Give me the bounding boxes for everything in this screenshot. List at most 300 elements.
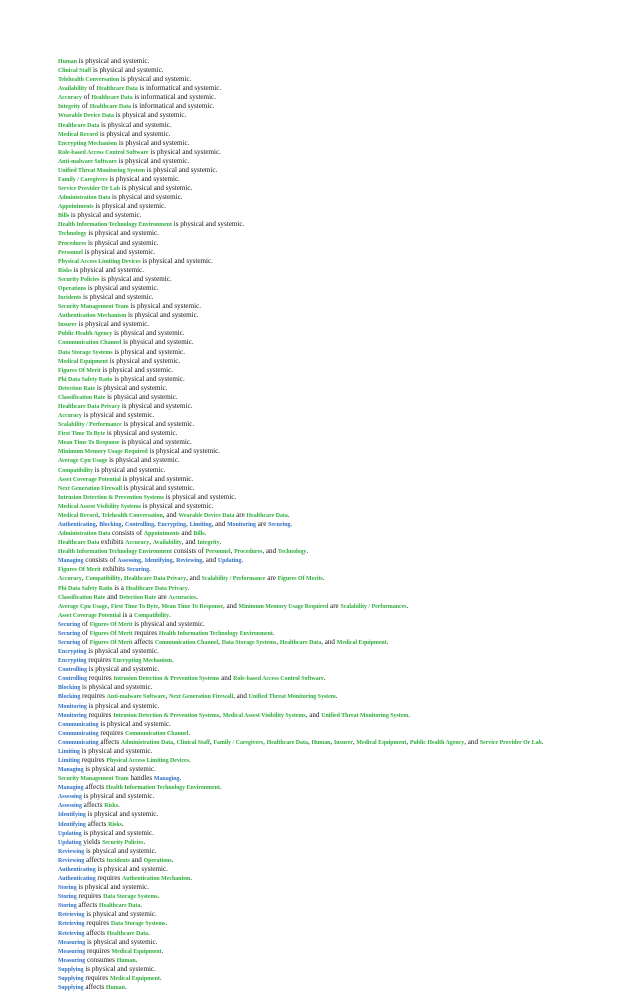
- opl-sentence: [58, 665, 578, 674]
- sentence-text: affects: [84, 928, 107, 937]
- sentence-text: requires: [84, 919, 111, 928]
- process-term: Controlling: [58, 667, 88, 674]
- object-term: Authentication Mechanism: [58, 313, 127, 320]
- object-term: Detection Rate: [58, 385, 96, 392]
- sentence-text: is physical and systemic.: [76, 320, 150, 329]
- opl-sentence: [58, 75, 578, 84]
- object-term: Security Management Team: [58, 776, 129, 783]
- object-term: Figures Of Merit: [89, 630, 133, 637]
- object-term: Physical Access Limiting Devices: [58, 258, 141, 265]
- object-term: Wearable Device Data: [58, 113, 114, 120]
- object-term: Classification Rate: [58, 594, 106, 601]
- sentence-text: is physical and systemic.: [107, 356, 181, 365]
- sentence-text: is physical and systemic.: [132, 619, 205, 628]
- opl-sentence: [58, 248, 578, 257]
- sentence-text: is physical and systemic.: [95, 864, 168, 873]
- opl-sentence: [58, 229, 578, 238]
- opl-sentence: [58, 629, 578, 638]
- opl-sentence: [58, 720, 578, 729]
- sentence-text: is physical and systemic.: [71, 265, 145, 274]
- sentence-text: is physical and systemic.: [77, 57, 150, 65]
- sentence-text: is physical and systemic.: [99, 274, 172, 283]
- sentence-text: are: [255, 519, 269, 528]
- object-term: Intrusion Detection & Prevention Systems: [113, 676, 220, 683]
- sentence-text: .: [148, 928, 150, 937]
- object-term: Asset Coverage Potential: [58, 612, 121, 619]
- sentence-text: ,: [352, 737, 357, 746]
- object-term: Wearable Device Data: [178, 512, 235, 519]
- opl-sentence: [58, 302, 578, 311]
- object-term: Average Cpu Usage: [58, 603, 108, 610]
- object-term: Family / Caregivers: [213, 739, 264, 746]
- opl-sentence: [58, 901, 578, 910]
- opl-sentence: [58, 593, 578, 602]
- sentence-text: is physical and systemic.: [110, 193, 183, 202]
- object-term: Medical Record: [58, 512, 99, 519]
- opl-sentence: [58, 956, 578, 965]
- opl-sentence: [58, 947, 578, 956]
- opl-sentence: [58, 329, 578, 338]
- object-term: Data Storage Systems: [103, 894, 158, 901]
- sentence-text: of: [80, 628, 90, 637]
- sentence-text: .: [157, 892, 160, 901]
- sentence-text: .: [187, 583, 190, 592]
- sentence-text: is physical and systemic.: [86, 701, 160, 710]
- sentence-text: requires: [86, 656, 113, 665]
- sentence-text: is physical and systemic.: [112, 347, 185, 356]
- object-term: Medical Equipment: [356, 739, 407, 746]
- object-term: Availability: [58, 86, 88, 93]
- opl-sentence: [58, 865, 578, 874]
- opl-sentence: [58, 838, 578, 847]
- opl-sentence: [58, 57, 578, 66]
- sentence-text: .: [165, 919, 168, 928]
- object-term: Accuracies: [168, 594, 196, 601]
- opl-document: [58, 57, 578, 992]
- opl-sentence: [58, 783, 578, 792]
- sentence-text: exhibits: [99, 538, 126, 547]
- sentence-text: of: [87, 84, 97, 93]
- opl-sentence: [58, 84, 578, 93]
- process-term: Blocking: [58, 685, 81, 692]
- sentence-text: is a: [120, 610, 135, 619]
- opl-sentence: [58, 202, 578, 211]
- object-term: Figures Of Merit: [89, 621, 133, 628]
- opl-sentence: [58, 919, 578, 928]
- opl-sentence: [58, 856, 578, 865]
- sentence-text: is physical and systemic.: [128, 302, 201, 311]
- process-term: Encrypting: [58, 649, 87, 656]
- opl-sentence: [58, 293, 578, 302]
- object-term: Human: [311, 739, 331, 746]
- sentence-text: , and: [186, 574, 202, 583]
- opl-sentence: [58, 829, 578, 838]
- object-term: Operations: [58, 285, 87, 292]
- object-term: Public Health Agency: [409, 739, 465, 746]
- sentence-text: is physical and systemic.: [93, 202, 166, 211]
- sentence-text: is physical and systemic.: [113, 111, 187, 120]
- object-term: Communication Channel: [58, 340, 122, 347]
- object-term: Administration Data: [58, 195, 111, 202]
- sentence-text: .: [306, 547, 309, 556]
- object-term: Scalability / Performances: [340, 603, 407, 610]
- object-term: Unified Threat Monitoring System: [58, 167, 145, 174]
- object-term: Compatibility: [58, 467, 94, 474]
- sentence-text: .: [179, 774, 182, 783]
- object-term: Medical Equipment: [111, 948, 162, 955]
- sentence-text: consists of: [83, 556, 118, 565]
- process-term: Retrieving: [58, 912, 85, 919]
- opl-sentence: [58, 284, 578, 293]
- opl-sentence: [58, 239, 578, 248]
- opl-sentence: [58, 166, 578, 175]
- sentence-text: is physical and systemic.: [112, 329, 185, 338]
- sentence-text: .: [204, 529, 207, 538]
- object-term: Accuracy: [125, 540, 150, 547]
- sentence-text: is physical and systemic.: [140, 501, 214, 510]
- object-term: Figures Of Merit: [58, 567, 101, 574]
- sentence-text: ,: [219, 710, 223, 719]
- process-term: Monitoring: [58, 712, 87, 719]
- sentence-text: of: [81, 93, 92, 102]
- process-term: Identifying: [58, 821, 86, 828]
- sentence-text: consists of: [110, 529, 144, 538]
- sentence-text: of: [80, 102, 90, 111]
- sentence-text: is physical and systemic.: [107, 175, 180, 184]
- process-term: Updating: [58, 839, 82, 846]
- sentence-text: is physical and systemic.: [76, 883, 149, 892]
- object-term: Compatibility: [134, 612, 170, 619]
- sentence-text: ,: [149, 538, 153, 547]
- sentence-text: .: [335, 692, 338, 701]
- sentence-text: affects: [83, 783, 106, 792]
- sentence-text: requires: [98, 728, 125, 737]
- sentence-text: requires: [76, 892, 104, 901]
- process-term: Reviewing: [176, 558, 203, 565]
- object-term: Personnel: [205, 549, 231, 556]
- opl-sentence: [58, 411, 578, 420]
- opl-sentence: [58, 847, 578, 856]
- sentence-text: is physical and systemic.: [98, 129, 171, 138]
- sentence-text: is physical and systemic.: [105, 429, 178, 438]
- sentence-text: affects: [83, 982, 106, 991]
- sentence-text: is physical and systemic.: [116, 156, 190, 165]
- object-term: Unified Threat Monitoring System: [321, 712, 409, 719]
- object-term: Data Storage Systems: [58, 349, 113, 356]
- process-term: Limiting: [189, 521, 212, 528]
- process-term: Identifying: [58, 812, 86, 819]
- sentence-text: requires: [86, 710, 114, 719]
- object-term: Scalability / Performance: [201, 576, 266, 583]
- opl-sentence: [58, 674, 578, 683]
- opl-sentence: [58, 774, 578, 783]
- opl-sentence: [58, 874, 578, 883]
- opl-sentence: [58, 756, 578, 765]
- object-term: Physical Access Limiting Devices: [106, 758, 189, 765]
- process-term: Authenticating: [58, 521, 96, 528]
- sentence-text: requires: [132, 628, 159, 637]
- object-term: Asset Coverage Potential: [58, 476, 121, 483]
- object-term: Phi Data Safety Ratio: [58, 585, 113, 592]
- object-term: Classification Rate: [58, 394, 106, 401]
- sentence-text: is a: [112, 583, 126, 592]
- opl-sentence: [58, 357, 578, 366]
- process-term: Monitoring: [58, 703, 87, 710]
- object-term: Detection Rate: [119, 594, 157, 601]
- sentence-text: ,: [406, 737, 410, 746]
- object-term: Health Information Technology Environment: [158, 630, 273, 637]
- sentence-text: , and: [305, 710, 322, 719]
- sentence-text: is informatical and systemic.: [132, 93, 216, 102]
- sentence-text: is physical and systemic.: [84, 846, 157, 855]
- object-term: Security Policies: [58, 276, 100, 283]
- opl-sentence: [58, 738, 578, 747]
- sentence-text: is physical and systemic.: [86, 238, 159, 247]
- object-term: Health Information Technology Environment: [105, 785, 220, 792]
- sentence-text: requires: [79, 756, 107, 765]
- opl-sentence: [58, 193, 578, 202]
- sentence-text: , and: [202, 556, 218, 565]
- object-term: Risks: [58, 267, 72, 274]
- sentence-text: is physical and systemic.: [119, 75, 192, 84]
- object-term: Healthcare Data: [98, 903, 141, 910]
- sentence-text: .: [323, 674, 326, 683]
- object-term: Next Generation Firewall: [58, 485, 123, 492]
- opl-sentence: [58, 420, 578, 429]
- object-term: Human: [58, 59, 77, 65]
- sentence-text: consists of: [171, 547, 206, 556]
- opl-sentence: [58, 484, 578, 493]
- opl-sentence: [58, 547, 578, 556]
- process-term: Securing: [58, 640, 81, 646]
- opl-sentence: [58, 257, 578, 266]
- sentence-text: .: [161, 946, 164, 955]
- object-term: Integrity: [197, 540, 220, 547]
- object-term: Medical Assest Visibility Systems: [58, 503, 141, 510]
- object-term: Healthcare Data: [279, 640, 322, 646]
- sentence-text: is physical and systemic.: [93, 465, 166, 474]
- sentence-text: are: [265, 574, 278, 583]
- opl-sentence: [58, 810, 578, 819]
- sentence-text: ,: [307, 737, 312, 746]
- process-term: Assessing: [58, 803, 82, 810]
- process-term: Supplying: [58, 984, 84, 991]
- sentence-text: is physical and systemic.: [86, 283, 159, 292]
- sentence-text: is physical and systemic.: [82, 247, 156, 256]
- sentence-text: ,: [107, 601, 111, 610]
- object-term: Medical Equipment: [58, 358, 108, 365]
- opl-sentence: [58, 157, 578, 166]
- sentence-text: exhibits: [100, 565, 127, 574]
- process-term: Updating: [58, 830, 82, 837]
- object-term: First Time To Byte: [58, 431, 106, 438]
- sentence-text: of: [80, 638, 90, 646]
- sentence-text: is informatical and systemic.: [137, 84, 222, 93]
- opl-sentence: [58, 883, 578, 892]
- opl-sentence: [58, 66, 578, 75]
- sentence-text: ,: [172, 556, 177, 565]
- object-term: Phi Data Safety Ratio: [58, 376, 113, 383]
- opl-sentence: [58, 393, 578, 402]
- sentence-text: .: [135, 955, 138, 964]
- process-term: Communicating: [58, 739, 99, 746]
- process-term: Measuring: [58, 939, 86, 946]
- sentence-text: .: [406, 601, 409, 610]
- opl-sentence: [58, 338, 578, 347]
- process-term: Reviewing: [58, 857, 85, 864]
- opl-sentence: [58, 620, 578, 629]
- sentence-text: are: [234, 510, 247, 519]
- sentence-text: is physical and systemic.: [91, 66, 164, 75]
- object-term: Health Information Technology Environment: [58, 222, 172, 229]
- sentence-text: is physical and systemic.: [120, 184, 193, 193]
- sentence-text: is physical and systemic.: [83, 765, 156, 774]
- opl-sentence: [58, 211, 578, 220]
- object-term: Insurer: [333, 739, 353, 746]
- opl-sentence: [58, 348, 578, 357]
- sentence-text: ,: [263, 737, 267, 746]
- process-term: Storing: [58, 885, 77, 892]
- sentence-text: .: [219, 538, 222, 547]
- object-term: Figures Of Merit: [58, 367, 101, 374]
- process-term: Managing: [58, 767, 84, 774]
- sentence-text: affects: [85, 819, 109, 828]
- sentence-text: ,: [186, 519, 190, 528]
- opl-sentence: [58, 175, 578, 184]
- opl-sentence: [58, 656, 578, 665]
- object-term: Anti-malware Software: [106, 694, 166, 701]
- object-term: Accuracy: [58, 413, 82, 420]
- opl-sentence: [58, 702, 578, 711]
- opl-sentence: [58, 520, 578, 529]
- process-term: Securing: [268, 521, 291, 528]
- process-term: Limiting: [58, 748, 80, 755]
- process-term: Blocking: [99, 521, 122, 528]
- sentence-text: .: [272, 628, 275, 637]
- sentence-text: are: [328, 601, 341, 610]
- process-term: Monitoring: [227, 521, 256, 528]
- object-term: Mean Time To Response: [58, 440, 120, 447]
- sentence-text: .: [171, 656, 174, 665]
- opl-sentence: [58, 538, 578, 547]
- process-term: Identifying: [144, 558, 173, 565]
- opl-sentence: [58, 556, 578, 565]
- object-term: Operations: [143, 857, 172, 864]
- sentence-text: is physical and systemic.: [148, 147, 221, 156]
- object-term: Incidents: [58, 295, 82, 302]
- opl-sentence: [58, 384, 578, 393]
- object-term: Mean Time To Response: [161, 603, 223, 610]
- object-term: Compatibility: [85, 576, 121, 583]
- sentence-text: ,: [157, 601, 162, 610]
- process-term: Assessing: [117, 558, 142, 565]
- process-term: Controlling: [125, 521, 155, 528]
- sentence-text: .: [121, 819, 124, 828]
- opl-sentence: [58, 366, 578, 375]
- opl-sentence: [58, 529, 578, 538]
- sentence-text: ,: [230, 547, 235, 556]
- object-term: Incidents: [106, 857, 130, 864]
- opl-sentence: [58, 220, 578, 229]
- opl-sentence: [58, 511, 578, 520]
- opl-sentence: [58, 965, 578, 974]
- sentence-text: is physical and systemic.: [105, 392, 178, 401]
- sentence-text: ,: [141, 556, 145, 565]
- object-term: Risks: [104, 803, 118, 810]
- sentence-text: is physical and systemic.: [121, 338, 194, 347]
- sentence-text: yields: [81, 837, 103, 846]
- object-term: Service Provider Or Lab: [58, 186, 121, 193]
- sentence-text: is physical and systemic.: [140, 256, 213, 265]
- object-term: Security Management Team: [58, 304, 129, 311]
- sentence-text: is physical and systemic.: [120, 401, 193, 410]
- object-term: Procedures: [234, 549, 263, 556]
- object-term: Figures Of Merits: [277, 576, 323, 583]
- opl-sentence: [58, 502, 578, 511]
- opl-sentence: [58, 565, 578, 574]
- sentence-text: ,: [81, 574, 86, 583]
- sentence-text: are: [156, 592, 169, 601]
- sentence-text: , and: [233, 692, 249, 701]
- object-term: Anti-malware Software: [58, 158, 117, 165]
- sentence-text: is physical and systemic.: [84, 910, 157, 919]
- object-term: Medical Record: [58, 131, 99, 138]
- sentence-text: is physical and systemic.: [126, 311, 199, 320]
- object-term: Clinical Staff: [176, 739, 210, 746]
- object-term: Personnel: [58, 249, 83, 256]
- opl-sentence: [58, 974, 578, 983]
- sentence-text: .: [159, 973, 162, 982]
- object-term: Healthcare Data: [96, 86, 138, 93]
- object-term: Intrusion Detection & Prevention Systems: [113, 712, 220, 719]
- object-term: Minimum Memory Usage Required: [238, 603, 329, 610]
- sentence-text: is physical and systemic.: [147, 447, 221, 456]
- object-term: Medical Equipment: [336, 640, 387, 646]
- sentence-text: is physical and systemic.: [79, 746, 153, 755]
- sentence-text: .: [188, 756, 191, 765]
- sentence-text: requires: [85, 946, 112, 955]
- process-term: Encrypting: [58, 658, 87, 665]
- sentence-text: handles: [128, 774, 154, 783]
- sentence-text: , and: [464, 737, 480, 746]
- opl-sentence: [58, 938, 578, 947]
- process-term: Supplying: [58, 966, 84, 973]
- object-term: Communication Channel: [125, 730, 189, 737]
- sentence-text: , and: [162, 510, 179, 519]
- opl-sentence: [58, 584, 578, 593]
- sentence-text: ,: [165, 692, 170, 701]
- object-term: Healthcare Data: [266, 739, 308, 746]
- process-term: Encrypting: [157, 521, 187, 528]
- sentence-text: ,: [120, 574, 125, 583]
- object-term: Average Cpu Usage: [58, 458, 108, 465]
- sentence-text: ,: [154, 519, 158, 528]
- sentence-text: .: [140, 901, 143, 910]
- sentence-text: .: [290, 519, 293, 528]
- sentence-text: is physical and systemic.: [80, 683, 153, 692]
- sentence-text: is physical and systemic.: [122, 483, 195, 492]
- sentence-text: .: [241, 556, 244, 565]
- process-term: Managing: [58, 558, 84, 565]
- sentence-text: .: [287, 510, 290, 519]
- opl-sentence: [58, 311, 578, 320]
- object-term: Family / Caregivers: [58, 177, 108, 184]
- object-term: Human: [116, 957, 136, 964]
- sentence-text: .: [322, 574, 325, 583]
- process-term: Limiting: [58, 758, 80, 765]
- sentence-text: is physical and systemic.: [171, 220, 245, 229]
- object-term: Healthcare Data Privacy: [124, 576, 187, 583]
